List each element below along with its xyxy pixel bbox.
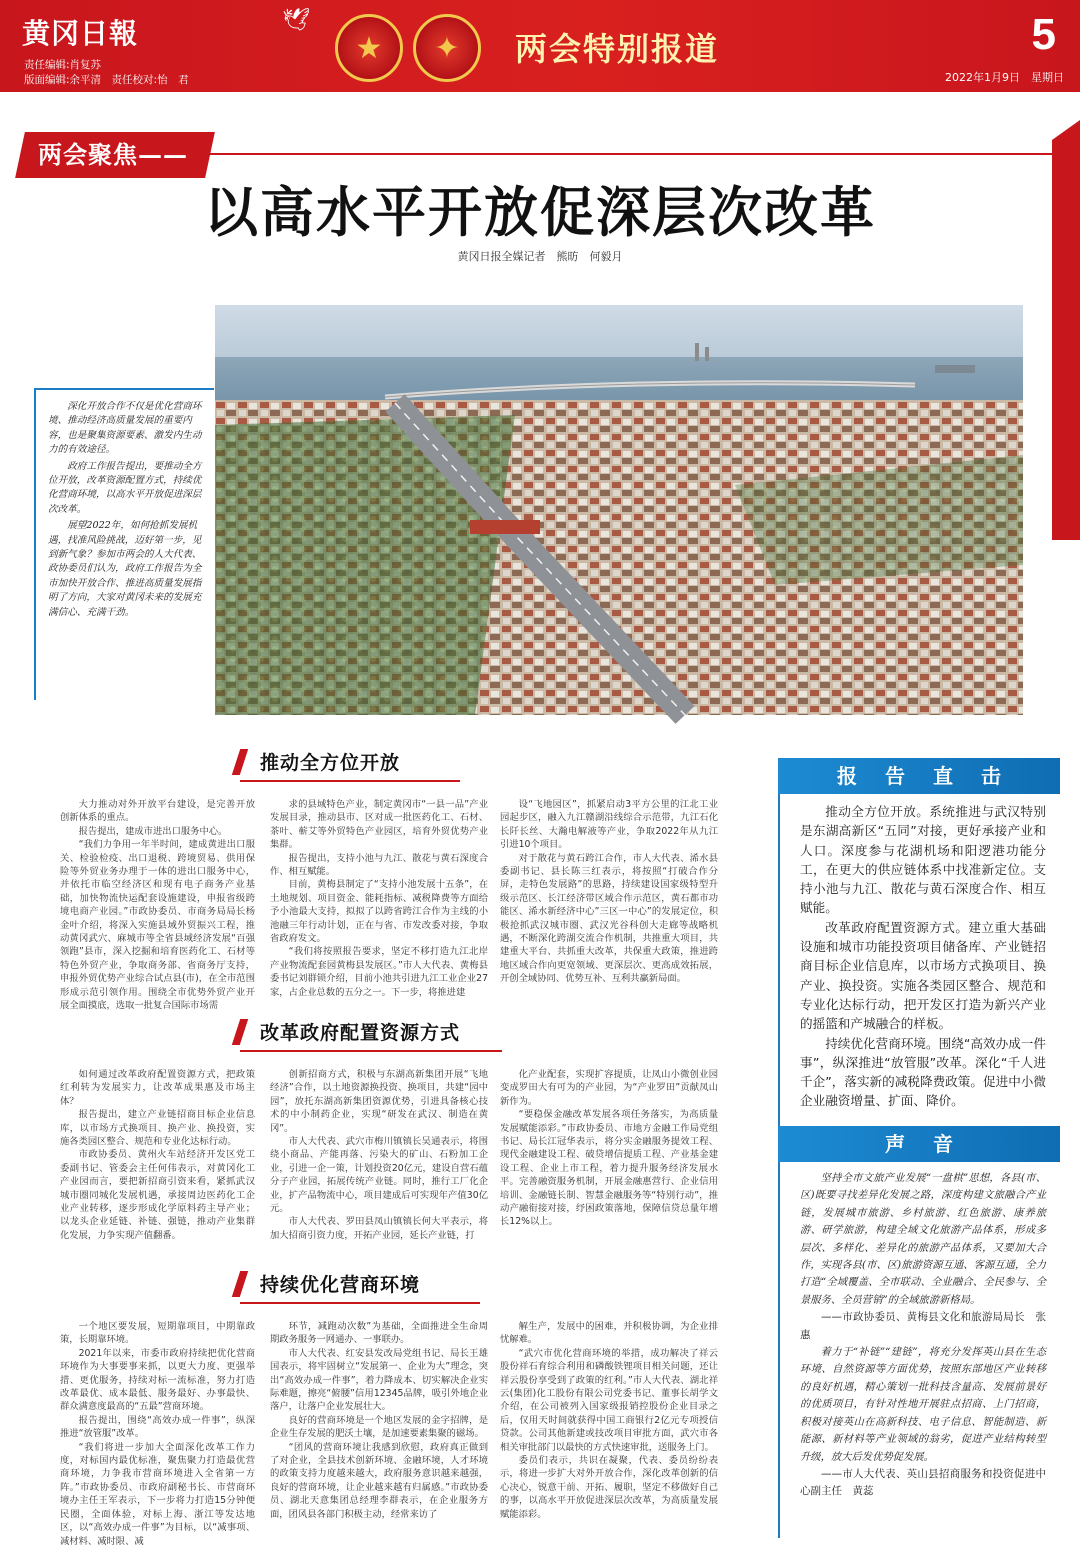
paragraph: “武穴市优化营商环境的举措，成功解决了祥云股份祥石育综合利用和磷酸铁锂项目相关问题，还让祥云股份享受到了政策的红利。”市人大代表、湖北祥云(集团)化工股份有限公司党委书记、董事长胡学文介绍，在公司被列入国家级报销控股份企业目录之后，仅用天时间就获得中国工商银行2亿元专项授信贷款。公司其他新建或技改项目审批方面，武穴市各相关审批部门以最快的方式快速审批，送服务上门。: [500, 1347, 718, 1453]
intro-paragraph: 展望2022年，如何抢抓发展机遇，找准风险挑战，迈好第一步，见到新气象？参加市两会的人大代表、政协委员们认为，政府工作报告为全市加快开放合作、推进高质量发展指明了方向，大家对黄冈未来的发展充满信心、充满干劲。: [48, 520, 202, 618]
report-paragraph: 推动全方位开放。系统推进与武汉特别是东湖高新区“五同”对接，更好承接产业和人口。深度参与花湖机场和阳逻港功能分工，在更大的供应链体系中找准新定位。支持小池与九江、散花与黄石深度合作、相互赋能。: [800, 804, 1046, 916]
paragraph: 市人大代表、红安县发改局党组书记、局长王雄国表示，将牢固树立“发展第一、企业为大”理念，突出“高效办成一件事”，着力降成本、切实解决企业实际难题，擦亮“俯腰”信用12345品牌，吸引外地企业落户，让落户企业发展壮大。: [270, 1347, 488, 1413]
section-heading-text: 持续优化营商环境: [260, 1274, 421, 1296]
article-column: [500, 1320, 718, 1540]
paragraph: 报告提出，围绕“高效办成一件事”，纵深推进“放管服”改革。: [60, 1414, 255, 1440]
paragraph: 对于散花与黄石跨江合作，市人大代表、浠水县委副书记、县长陈三红表示，将按照“打破合作分屏，走特色发展路”的思路，持续建设国家级特型升级示范区、长江经济带区域合作示范区，黄石都市功能区、浠水新经济中心”三区一中心”的发展定位，积极抢抓武汉城市圈、武汉光谷科创大走廊等战略机遇，不断深化跨湖交流合作机制，共推重大项目，共建重大平台、共抓重大改革，共保重大政策，推进跨地区域合作向更宽领域、更深层次、更高成效拓展，开创全域协同、优势互补、互利共赢新局面。: [500, 852, 718, 985]
paragraph: 市人大代表、罗田县凤山镇镇长何大平表示，将加大招商引资力度，开拓产业园，延长产业链，打: [270, 1216, 488, 1241]
paragraph: 一个地区要发展，短期靠项目，中期靠政策，长期靠环境。: [60, 1321, 255, 1346]
dove-icon: 🕊: [282, 8, 310, 33]
masthead: [0, 0, 1080, 92]
paragraph: 委员们表示，共识在凝聚，代表、委员纷纷表示，将进一步扩大对外开放合作，深化改革创新的信心决心，锐意干前、开拓、履职，坚定不移做好自己的事，以高水平开放促进深层次改革，为高质量发展赋能添彩。: [500, 1455, 718, 1520]
voices-title: 声音: [778, 1126, 1060, 1162]
paragraph: 创新招商方式，积极与东湖高新集团开展“飞地经济”合作，以土地资源换投资、换项目，共建“园中园”，放托东湖高新集团资源优势，引进具备核心技术的中小制药企业，实现“研发在武汉、制造在黄冈”。: [270, 1069, 488, 1134]
newspaper-logo: 黄冈日報: [22, 17, 139, 50]
paragraph: 报告提出，建立产业链招商目标企业信息库，以市场方式换项目、换产业、换投资，实施各类园区整合、规范和专业化达标行动。: [60, 1109, 255, 1148]
article-column: [60, 798, 255, 1012]
paragraph: 报告提出，支持小池与九江、散花与黄石深度合作、相互赋能。: [270, 852, 488, 878]
report-highlights-body: [778, 794, 1060, 1111]
aerial-photo-illustration: [215, 305, 1023, 715]
paragraph: 市人大代表、武穴市梅川镇镇长吴通表示，将围绕小商品、产能再落、污染大的矿山、石粉加工企业，引进一企一策，计划投资20亿元，建设自营石蕴分子产业园，拓展传统产业链。同时，推行工厂化企业，扩产品物流中心，项目建成后可实现年产值30亿元。: [270, 1136, 488, 1215]
special-report-title: 两会特别报道: [515, 30, 720, 68]
page-number: 5: [1031, 10, 1056, 59]
voice-signature: ——市政协委员、黄梅县文化和旅游局局长 张惠: [800, 1311, 1046, 1341]
heading-underline: [240, 780, 460, 782]
voice-quote: 坚持全市文旅产业发展“一盘棋”思想，各县(市、区)既要寻找差异化发展之路，深度构建文旅融合产业链，发展城市旅游、乡村旅游、红色旅游、康养旅游、研学旅游，构建全域文化旅游产品体系，形成多层次、多样化、差异化的旅游产品体系，又要加大合作，实现各县(市、区)旅游资源互通、客源互通，全力打造“全域覆盖、全市联动、全业融合、全民参与、全景服务、全员营销”的全域旅游新格局。: [800, 1172, 1046, 1306]
report-highlights-title: 报告直击: [778, 758, 1060, 794]
article-column: [500, 798, 718, 993]
paragraph: “我们力争用一年半时间，建成黄进出口服关、检验检疫、出口退税、跨境贸易、供用保险等外贸业务办理于一体的进出口服务中心，并依托市临空经济区和现有电子商务产业基础，加快物流快运配套设施建设，申报省级跨境电商产业园。”市政协委员、市商务局局长杨金叶介绍，将深入实施县域外贸振兴工程，推动黄冈武穴、麻城市等全省县域经济发展“百强领跑”县市，深入挖掘和培育医药化工、石材等特色外贸产业，争取商务部、省商务厅支持，申报外贸优势产业综合试点县(市)，在全市范围形成示范引领作用。围绕全市优势外贸产业开展全面摸底，选取一批复合国际市场需: [60, 839, 255, 1012]
article-column: [60, 1320, 255, 1547]
paragraph: 良好的营商环境是一个地区发展的金字招牌，是企业生存发展的肥沃土壤，是加速要素集聚的磁场。: [270, 1414, 488, 1440]
national-emblem-icon: ★: [335, 14, 403, 82]
heading-underline: [240, 1302, 480, 1304]
article-column: [60, 1068, 255, 1241]
paragraph: 设“飞地园区”，抓紧启动3平方公里的江北工业园起步区，融入九江赣湖沿线综合示范带，九江石化长阡长丝、大瀚电解液等产业，争取2022年从九江引进10个项目。: [500, 799, 718, 851]
article-column: [270, 1320, 488, 1540]
paragraph: 报告提出，建成市进出口服务中心。: [78, 825, 228, 837]
editor-line-1: 责任编辑:肖复苏: [24, 59, 102, 71]
intro-paragraph: 政府工作报告提出，要推动全方位开放，改革资源配置方式，持续优化营商环境，以高水平开放促进深层次改革。: [48, 460, 202, 515]
paragraph: 求的县域特色产业，制定黄冈市“一县一品”产业发展目录，推动县市、区对成一批医药化工、石材、茶叶、蕲艾等外贸特色产业园区，培育外贸优势产业集群。: [270, 799, 488, 851]
voices-box: [778, 1126, 1060, 1501]
section-tag-label: 两会聚焦——: [38, 140, 188, 169]
section-divider: [140, 153, 1060, 155]
paragraph: 2021年以来，市委市政府持续把优化营商环境作为大事要事来抓，以更大力度、更强举措、更优服务，持续对标一流标准，努力打造改革最优、成本最低、服务最好、办事最快、群众满意度最高的“五最”营商环境。: [60, 1347, 255, 1413]
editor-line-2: 版面编辑:余平清 责任校对:怡 君: [24, 74, 189, 86]
headline: 以高水平开放促深层次改革: [204, 181, 876, 244]
voices-body: [778, 1162, 1060, 1501]
cppcc-emblem-icon: ✦: [413, 14, 481, 82]
paragraph: 市政协委员、黄州火车站经济开发区党工委副书记、管委会主任何伟表示，对黄冈化工产业园而言，要把新招商引资来看，紧抓武汉城市圈同城化发展机遇，承接周边医药化工企业产业转移，逐步形成化学原料药主导产业；以龙头企业延链、补链、强链，推动产业集群化发展，力争实现产值翻番。: [60, 1149, 255, 1241]
report-paragraph: 改革政府配置资源方式。建立重大基础设施和城市功能投资项目储备库、产业链招商目标企业信息库，以市场方式换项目、换产业、换投资。实施各类园区整合、规范和专业化达标行动，把开发区打造为新兴产业的摇篮和产城融合的样板。: [800, 919, 1046, 1032]
paragraph: 化产业配套，实现扩容提质，让凤山小微创业园变成罗田大有可为的产业园，为“产业罗田”贡献凤山新作为。: [500, 1069, 718, 1107]
heading-slash-decoration: [232, 1019, 248, 1045]
article-intro: [34, 388, 214, 700]
paragraph: 解生产，发展中的困难，并积极协调，为企业排忧解难。: [500, 1321, 718, 1346]
section-heading-opening: [236, 748, 400, 775]
report-paragraph: 持续优化营商环境。围绕“高效办成一件事”，纵深推进“放管服”改革。深化“千人进千企”，落实新的减税降费政策。促进中小微企业融资增量、扩面、降价。: [800, 1035, 1046, 1109]
byline: 黄冈日报全媒记者 熊昉 何毅月: [457, 250, 623, 263]
paragraph: 目前，黄梅县制定了“支持小池发展十五条”，在土地规划、项目资金、能耗指标、减税降费等方面给予小池最大支持，拟拟了以跨省跨江合作为主线的小池融三年行动计划，正在与省、市发改委对接，争取省政府发文。: [270, 879, 488, 945]
aerial-city-photo: [215, 305, 1023, 715]
article-column: [500, 1068, 718, 1236]
voice-quote: 着力于“补链”“建链”，将充分发挥英山县在生态环境、自然资源等方面优势，按照东部地区产业转移的良好机遇，精心策划一批科技含量高、发展前景好的优质项目，有针对性地开展驻点招商、上门招商，积极对接英山在高新科技、电子信息、智能制造、新能源、新材料等产业领域的翁劣，促进产业结构转型升级，放大后发优势促发展。: [800, 1346, 1046, 1463]
paragraph: “我们将按照报告要求，坚定不移打造九江北岸产业物流配套园黄梅县发展区。”市人大代表、黄梅县委书记刘群锁介绍，目前小池共引进九江工业企业27家，占企业总数的五分之一。下一步，将推进建: [270, 946, 488, 998]
article-column: [270, 1068, 488, 1241]
heading-slash-decoration: [232, 1271, 248, 1297]
section-heading-text: 改革政府配置资源方式: [260, 1022, 461, 1044]
paragraph: 如何通过改革政府配置资源方式，把政策红利转为发展实力，让改革成果惠及市场主体？: [60, 1069, 255, 1107]
article-column: [270, 798, 488, 998]
voice-signature: ——市人大代表、英山县招商服务和投资促进中心副主任 黄蕊: [800, 1467, 1046, 1498]
heading-underline: [240, 1050, 502, 1052]
editor-credits: [24, 58, 189, 88]
paragraph: 大力推动对外开放平台建设，是完善开放创新体系的重点。: [60, 799, 255, 824]
paragraph: “要稳保金融改革发展各项任务落实，为高质量发展赋能添彩。”市政协委员、市地方金融工作局党组书记、局长江冠华表示，将分实金融服务提效工程、现代金融建设工程、破贷增信提质工程、产业基金建设工程、企业上市工程，着力提升服务经济发展水平。完善融资服务机制，开展金融惠营行、企业信用培训、金融链长制、智慧金融服务等“特别行动”，推动产融衔接对接，纾困政策落地，保障信贷总量年增长12%以上。: [500, 1109, 718, 1228]
paragraph: “团风的营商环境让我感到欣慰，政府真正做到了对企业，全县技术创新环境、金融环境，人才环境的政策支持力度越来越大，政府服务意识越来越强，良好的营商环境，让企业越来越有归属感。”市政协委员、湖北天意集团总经理李群表示，在企业服务方面，团风县各部门积极主动，经常来访了: [270, 1441, 488, 1520]
emblems: [335, 14, 481, 82]
section-heading-resources: [236, 1018, 460, 1045]
report-highlights-box: [778, 758, 1060, 1111]
issue-date: 2022年1月9日 星期日: [945, 71, 1064, 84]
paragraph: 环节，减跑动次数”为基础，全面推进全生命周期政务服务一网通办、一事联办。: [270, 1321, 488, 1346]
intro-paragraph: 深化开放合作不仅是优化营商环境、推动经济高质量发展的重要内容，也是聚集资源要素、激发内生动力的有效途径。: [48, 401, 202, 456]
section-heading-text: 推动全方位开放: [260, 752, 401, 774]
paragraph: “我们将进一步加大全面深化改革工作力度，对标国内最优标准，聚焦聚力打造最优营商环境，力争我市营商环境进入全省第一方阵。”市政协委员、市政府副秘书长、市营商环境办主任王军表示，下一步将力打造15分钟便民圈，全面体验，对标上海、浙江等发达地区，以“高效办成一件事”为目标，以“减事项、减材料、减时限、减: [60, 1441, 255, 1547]
heading-slash-decoration: [232, 749, 248, 775]
section-heading-business-env: [236, 1270, 420, 1297]
